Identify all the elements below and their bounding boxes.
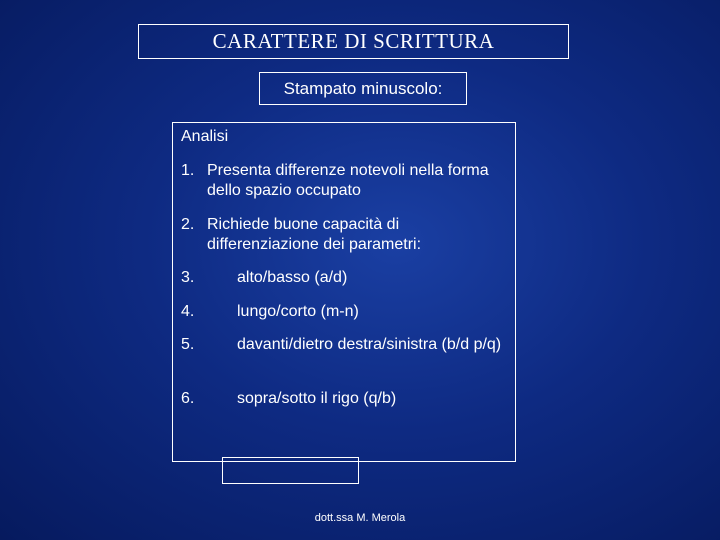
empty-text-box bbox=[222, 457, 359, 484]
list-item bbox=[181, 268, 511, 288]
list-item bbox=[181, 335, 511, 355]
list-item bbox=[181, 302, 511, 322]
footer-author: dott.ssa M. Merola bbox=[314, 512, 406, 524]
slide-subtitle: Stampato minuscolo: bbox=[259, 72, 467, 105]
list-item-number: 3. bbox=[181, 269, 195, 286]
list-item-text: davanti/dietro destra/sinistra (b/d p/q) bbox=[237, 336, 502, 353]
content-box bbox=[172, 122, 516, 462]
section-heading: Analisi bbox=[181, 128, 229, 145]
list-item bbox=[181, 161, 511, 201]
list-item bbox=[181, 389, 511, 409]
list-item-text: lungo/corto (m-n) bbox=[237, 303, 359, 320]
list-item-number: 2. bbox=[181, 216, 195, 233]
slide-title: CARATTERE DI SCRITTURA bbox=[138, 24, 569, 59]
list-item-text: Presenta differenze notevoli nella forma dello spazio occupato bbox=[207, 162, 489, 199]
list-item-number: 6. bbox=[181, 390, 195, 407]
list-item-text: alto/basso (a/d) bbox=[237, 269, 348, 286]
list-item bbox=[181, 215, 511, 255]
list-item-text: Richiede buone capacità di differenziazione dei parametri: bbox=[207, 216, 422, 253]
list-item-number: 1. bbox=[181, 162, 195, 179]
list-item-text: sopra/sotto il rigo (q/b) bbox=[237, 390, 397, 407]
list-item-number: 4. bbox=[181, 303, 195, 320]
list-item-number: 5. bbox=[181, 336, 195, 353]
